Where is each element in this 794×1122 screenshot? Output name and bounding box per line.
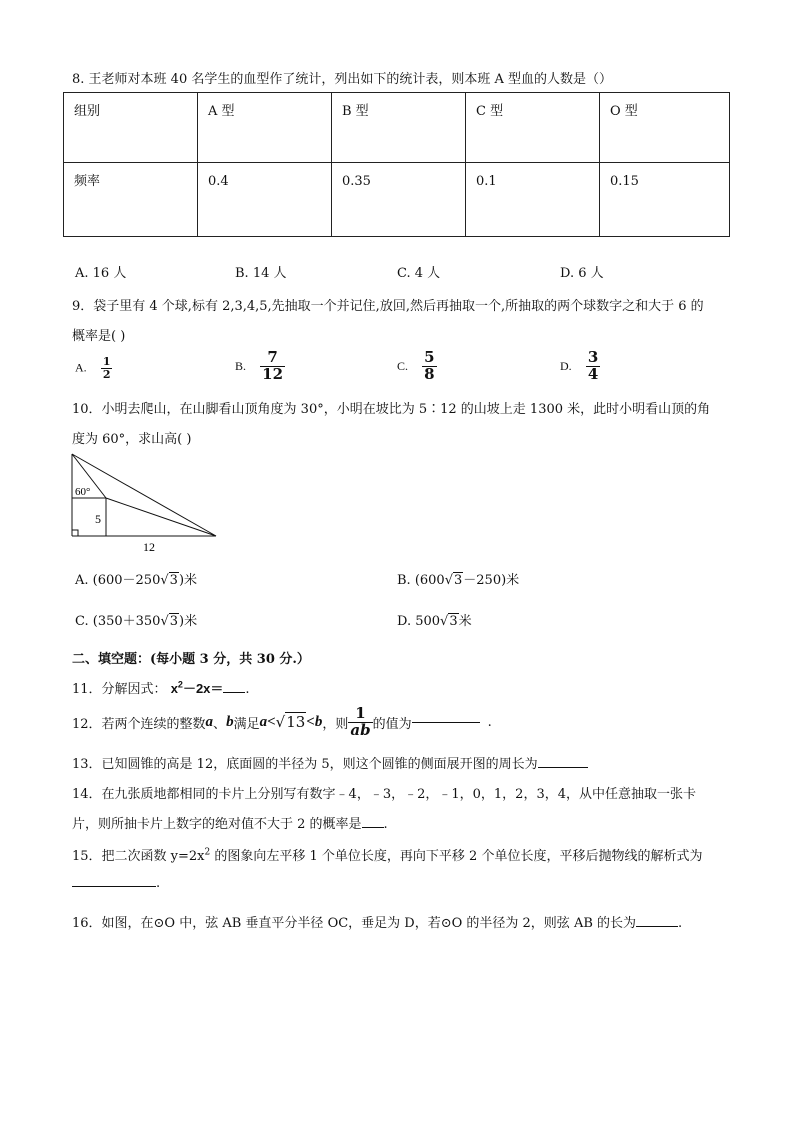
- q13: 13．已知圆锥的高是 12，底面圆的半径为 5，则这个圆锥的侧面展开图的周长为: [72, 753, 588, 772]
- table-row: [64, 163, 730, 237]
- q15-line2: .: [72, 876, 160, 891]
- table-cell: O 型: [600, 93, 730, 163]
- q8-option-b: B. 14 人: [235, 266, 287, 281]
- q9-option-c: C. $\frac{5}{8}$: [397, 348, 435, 383]
- sqrt-icon: √3: [160, 614, 179, 629]
- answer-blank[interactable]: [636, 926, 678, 927]
- fraction: $\frac{5}{8}$: [424, 348, 435, 383]
- q10-stem-line1: 10．小明去爬山，在山脚看山顶角度为 30°，小明在坡比为 5∶12 的山坡上走 1300 米，此时小明看山顶的角: [72, 402, 711, 417]
- section-2-title: 二、填空题：(每小题 3 分，共 30 分.）: [72, 652, 310, 667]
- blood-type-table: [63, 92, 730, 237]
- table-row: [64, 93, 730, 163]
- answer-blank[interactable]: [223, 692, 245, 693]
- q14-line1: 14．在九张质地都相同的卡片上分别写有数字﹣4，﹣3，﹣2，﹣1，0，1，2，3，4，从中任意抽取一张卡: [72, 787, 696, 802]
- right-angle-mark: [72, 530, 78, 536]
- answer-blank[interactable]: [412, 722, 480, 723]
- answer-blank[interactable]: [362, 827, 384, 828]
- angle-label-60: 60°: [75, 486, 91, 498]
- q11: 11．分解因式： $x^2-2x=$ .: [72, 679, 250, 697]
- q9-stem-line1: 9．袋子里有 4 个球,标有 2,3,4,5,先抽取一个并记住,放回,然后再抽取一个,所抽取的两个球数字之和大于 6 的: [72, 299, 704, 314]
- table-cell: 0.4: [198, 163, 332, 237]
- q10-option-a: A. (600－250√3)米: [75, 573, 198, 588]
- q9-option-a: A. $\frac{1}{2}$: [75, 355, 111, 381]
- fraction: $\frac{7}{12}$: [262, 348, 284, 383]
- q10-option-c: C. (350＋350√3)米: [75, 614, 198, 629]
- q16: 16．如图，在⊙O 中，弦 AB 垂直平分半径 OC，垂足为 D，若⊙O 的半径为 2，则弦 AB 的长为 .: [72, 916, 683, 931]
- vertical-label-5: 5: [95, 512, 101, 526]
- slope-line: [106, 498, 216, 536]
- q14-line2: 片，则所抽卡片上数字的绝对值不大于 2 的概率是 .: [72, 817, 388, 832]
- table-cell: 0.35: [332, 163, 466, 237]
- sqrt-icon: √3: [444, 573, 463, 588]
- horizontal-label-12: 12: [143, 540, 155, 554]
- q10-stem-line2: 度为 60°，求山高( ): [72, 432, 192, 447]
- sqrt-icon: √3: [160, 573, 178, 588]
- q10-option-d: D. 500√3米: [397, 614, 472, 629]
- q8-option-c: C. 4 人: [397, 266, 441, 281]
- q9-option-d: D. $\frac{3}{4}$: [560, 348, 599, 383]
- fraction: $\frac{1}{ab}$: [350, 704, 371, 739]
- q8-option-a: A. 16 人: [75, 266, 127, 281]
- fraction: $\frac{1}{2}$: [102, 355, 111, 381]
- table-cell: B 型: [332, 93, 466, 163]
- q10-mountain-figure: [66, 452, 222, 554]
- q8-option-d: D. 6 人: [560, 266, 604, 281]
- sqrt-icon: √13: [275, 713, 306, 732]
- peak-to-foot-line: [72, 454, 216, 536]
- table-cell: 0.1: [466, 163, 600, 237]
- table-cell: 0.15: [600, 163, 730, 237]
- table-cell: 组别: [64, 93, 198, 163]
- table-cell: 频率: [64, 163, 198, 237]
- table-cell: C 型: [466, 93, 600, 163]
- answer-blank[interactable]: [72, 886, 156, 887]
- answer-blank[interactable]: [538, 767, 588, 768]
- q9-option-b: B. $\frac{7}{12}$: [235, 348, 284, 383]
- q8-stem: 8. 王老师对本班 40 名学生的血型作了统计，列出如下的统计表，则本班 A 型血的人数是（）: [72, 72, 612, 87]
- sqrt-icon: √3: [440, 614, 458, 629]
- q10-option-b: B. (600√3－250)米: [397, 573, 520, 588]
- q9-stem-line2: 概率是( ): [72, 329, 126, 344]
- q12: 12．若两个连续的整数a、b满足a<√13<b，则 $\frac{1}{ab}$ 的值为 .: [72, 704, 492, 739]
- table-cell: A 型: [198, 93, 332, 163]
- fraction: $\frac{3}{4}$: [587, 348, 599, 383]
- q15-line1: 15．把二次函数 $y=2x^2$ 的图象向左平移 1 个单位长度，再向下平移 2 个单位长度，平移后抛物线的解析式为: [72, 847, 703, 864]
